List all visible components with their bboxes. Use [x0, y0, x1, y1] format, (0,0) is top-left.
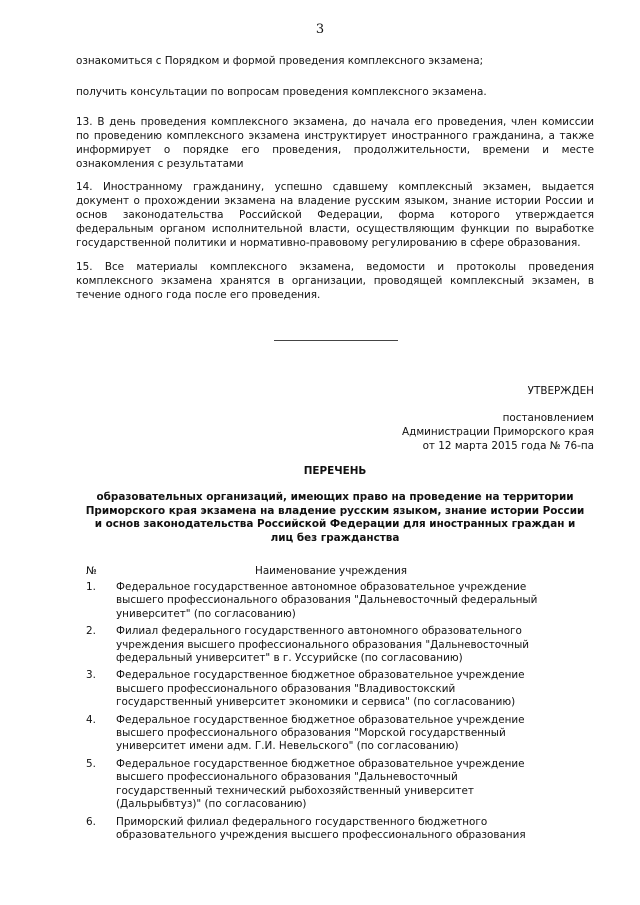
institution-list: [86, 581, 606, 846]
list-item-line: образовательного учреждения высшего профессионального образования: [116, 828, 526, 841]
list-item-line: высшего профессионального образования "Владивостокский: [116, 682, 456, 695]
paragraph-14: [76, 180, 594, 250]
paragraph-13-line: информирует о порядке его проведения, продолжительности, времени и месте: [76, 144, 594, 156]
paragraph-14-line: государственной политики и нормативно-правовому регулированию в сфере образования.: [76, 237, 581, 249]
list-item-number: 1.: [86, 581, 96, 593]
list-subtitle-line: Приморского края экзамена на владение русским языком, знание истории России: [85, 504, 585, 517]
list-item-line: Федеральное государственное бюджетное образовательное учреждение: [116, 757, 525, 770]
list-item-line: Филиал федерального государственного автономного образовательного: [116, 625, 522, 638]
paragraph-14-line: федеральным органом исполнительной власти, осуществляющим функции по выработке: [76, 223, 594, 235]
list-item: [86, 669, 606, 709]
paragraph-familiarize: ознакомиться с Порядком и формой проведения комплексного экзамена;: [76, 55, 484, 67]
approval-line: Администрации Приморского края: [402, 426, 594, 438]
paragraph-15-line: 15. Все материалы комплексного экзамена, ведомости и протоколы проведения: [76, 261, 594, 273]
page-number: 3: [315, 22, 325, 37]
list-item-line: государственный технический рыбохозяйственный университет: [116, 784, 474, 797]
list-subtitle-line: лиц без гражданства: [270, 531, 400, 544]
list-item-number: 4.: [86, 713, 96, 726]
list-item: [86, 714, 606, 754]
column-header-number: №: [86, 565, 97, 577]
paragraph-15: [76, 260, 594, 302]
list-item-number: 2.: [86, 625, 96, 638]
approval-line: постановлением: [502, 412, 594, 424]
paragraph-consultation: получить консультации по вопросам проведения комплексного экзамена.: [76, 86, 487, 98]
list-item-line: Федеральное государственное бюджетное образовательное учреждение: [116, 713, 525, 726]
list-item-line: Федеральное государственное автономное образовательное учреждение: [116, 581, 527, 593]
list-title: ПЕРЕЧЕНЬ: [303, 465, 367, 477]
paragraph-13-line: по проведению комплексного экзамена инструктирует иностранного гражданина, а также: [76, 130, 594, 142]
list-item-line: государственный университет экономики и сервиса" (по согласованию): [116, 696, 516, 709]
list-subtitle-line: и основ законодательства Российской Федерации для иностранных граждан и: [94, 518, 576, 530]
list-item-line: высшего профессионального образования "Дальневосточный: [116, 771, 458, 784]
list-subtitle: [76, 491, 594, 545]
list-item-line: (Дальрыбвтуз)" (по согласованию): [116, 798, 307, 811]
paragraph-13: [76, 115, 594, 171]
list-item: [86, 816, 606, 843]
list-item-line: Федеральное государственное бюджетное образовательное учреждение: [116, 669, 525, 682]
list-item-text: [116, 625, 606, 665]
list-item: [86, 625, 606, 665]
list-item-text: [116, 714, 606, 754]
paragraph-14-line: основ законодательства Российской Федерации, форма которого утверждается: [76, 209, 594, 221]
list-item-line: университет имени адм. Г.И. Невельского" (по согласованию): [116, 740, 459, 753]
list-item-line: Приморский филиал федерального государственного бюджетного: [116, 815, 488, 828]
approval-heading: УТВЕРЖДЕН: [527, 385, 594, 397]
paragraph-15-line: комплексного экзамена хранятся в организации, проводящей комплексный экзамен, в: [76, 275, 594, 287]
list-item-text: [116, 669, 606, 709]
paragraph-14-line: 14. Иностранному гражданину, успешно сдавшему комплексный экзамен, выдается: [76, 181, 594, 193]
column-header-name: Наименование учреждения: [255, 565, 408, 577]
paragraph-14-line: документ о прохождении экзамена на владение русским языком, знание истории России и: [76, 195, 594, 207]
list-item-line: учреждения высшего профессионального образования "Дальневосточный: [116, 638, 530, 651]
list-subtitle-line: образовательных организаций, имеющих право на проведение на территории: [96, 491, 574, 503]
approval-line: от 12 марта 2015 года № 76-па: [422, 440, 594, 452]
list-item-line: университет" (по согласованию): [116, 607, 296, 620]
paragraph-13-line: ознакомления с результатами: [76, 158, 244, 170]
paragraph-15-line: течение одного года после его проведения.: [76, 289, 321, 301]
list-item-number: 3.: [86, 669, 96, 682]
list-item-text: [116, 816, 606, 843]
list-item-number: 5.: [86, 757, 96, 770]
list-item: [86, 581, 606, 621]
paragraph-13-line: 13. В день проведения комплексного экзамена, до начала его проведения, член комиссии: [76, 116, 594, 128]
list-item-line: высшего профессионального образования "Дальневосточный федеральный: [116, 594, 538, 607]
approval-decree: [402, 411, 594, 453]
list-item: [86, 758, 606, 812]
section-divider: [274, 340, 398, 341]
list-item-line: высшего профессионального образования "Морской государственный: [116, 727, 506, 740]
list-item-line: федеральный университет" в г. Уссурийске (по согласованию): [116, 652, 463, 665]
list-item-number: 6.: [86, 815, 96, 828]
list-item-text: [116, 581, 606, 621]
list-item-text: [116, 758, 606, 812]
